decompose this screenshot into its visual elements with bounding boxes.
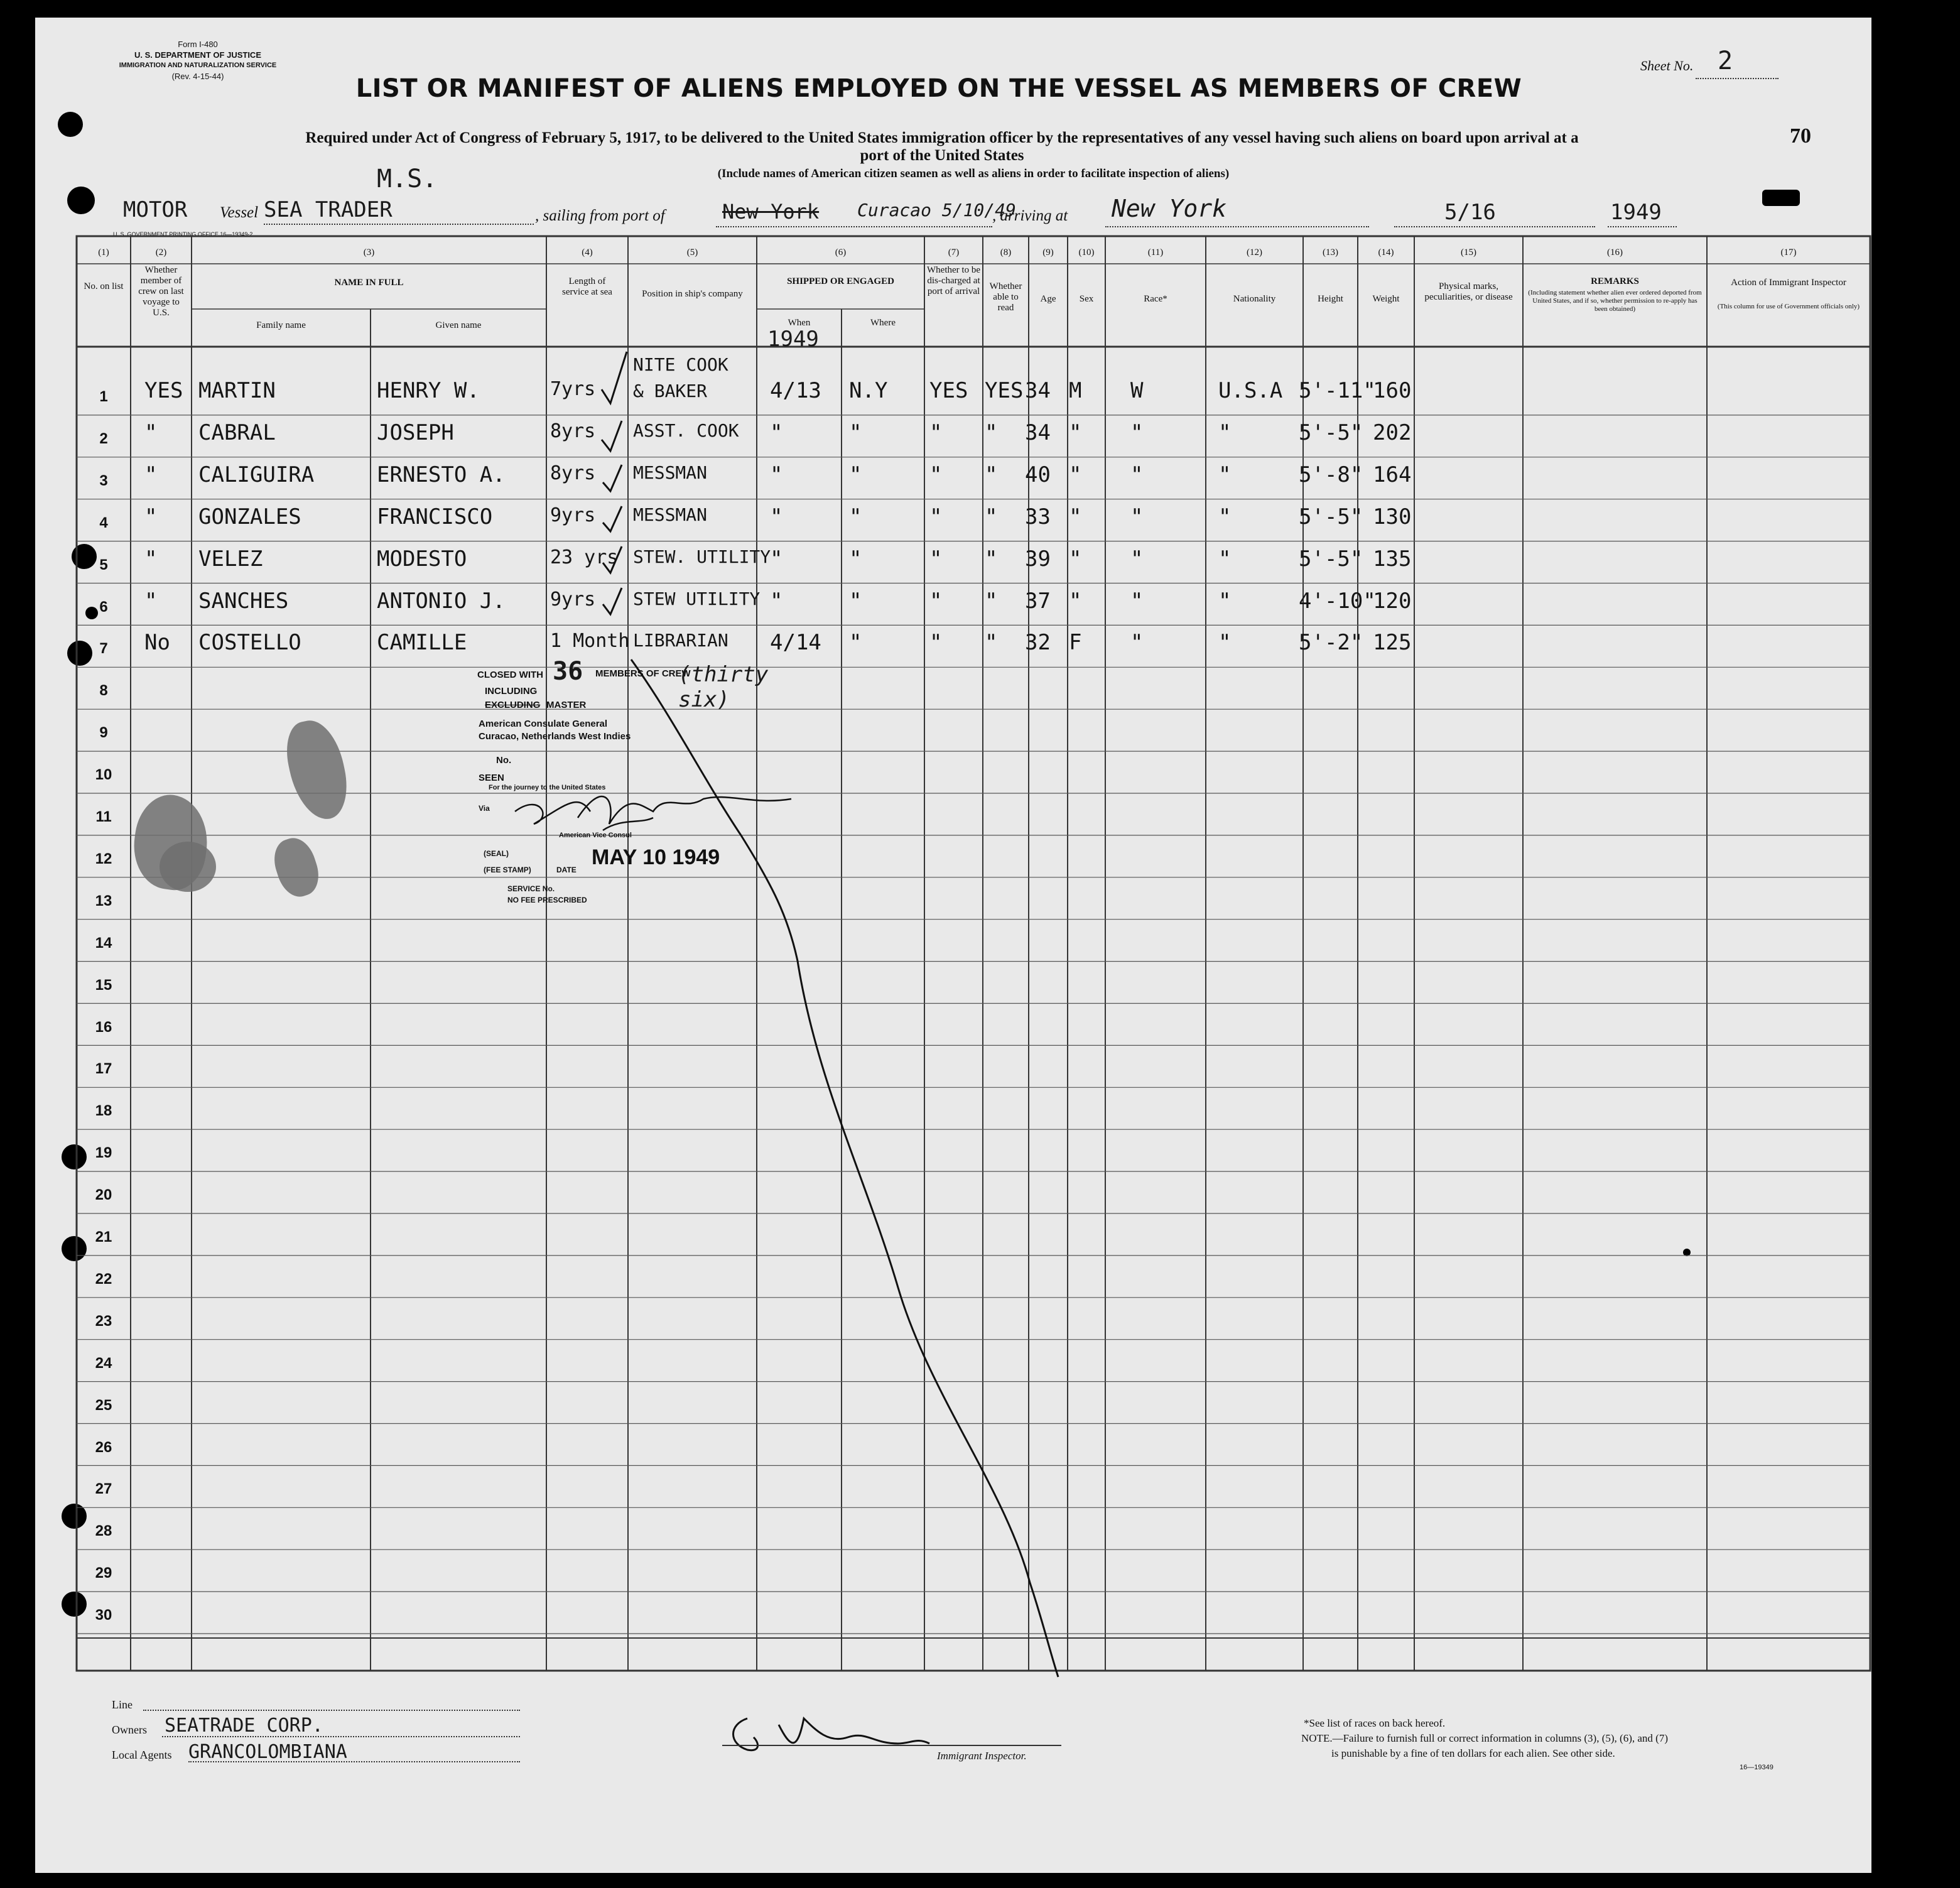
crew-last-voyage: YES <box>144 378 183 403</box>
vessel-type: MOTOR <box>123 197 188 222</box>
row-number: 13 <box>95 892 112 909</box>
crew-given: ERNESTO A. <box>377 462 506 487</box>
col-17-label: Action of Immigrant Inspector <box>1731 278 1846 288</box>
crew-discharged: " <box>929 630 943 656</box>
vessel-name: SEA TRADER <box>264 197 393 222</box>
crew-height: 5'-8" <box>1299 462 1363 487</box>
crew-height: 5'-11" <box>1299 378 1376 403</box>
crew-when: " <box>770 588 783 614</box>
footer-code: 16—19349 <box>1740 1764 1773 1771</box>
col-3-number: (3) <box>363 247 375 258</box>
col-7-label: Whether to be dis-charged at port of arrival <box>927 265 980 296</box>
check-marks <box>597 345 634 622</box>
crew-discharged: " <box>929 420 943 445</box>
crew-height: 5'-5" <box>1299 504 1363 529</box>
crew-given: FRANCISCO <box>377 504 493 529</box>
crew-family: CALIGUIRA <box>198 462 315 487</box>
col-1-label: No. on list <box>84 281 124 291</box>
revision: (Rev. 4-15-44) <box>171 72 224 81</box>
col-1-number: (1) <box>98 247 109 258</box>
agents-value: GRANCOLOMBIANA <box>188 1741 347 1763</box>
crew-service: 23 yrs <box>550 546 619 568</box>
column-rules <box>131 236 1707 1671</box>
sailing-label: , sailing from port of <box>535 207 665 224</box>
col-14-label: Weight <box>1372 294 1400 304</box>
crew-given: MODESTO <box>377 546 467 572</box>
from-port: Curacao 5/10/49 <box>857 200 1016 220</box>
stamp-master: MASTER <box>546 700 587 710</box>
crew-read: " <box>985 546 998 572</box>
crew-when: " <box>770 420 783 445</box>
crew-service: 9yrs <box>550 504 596 526</box>
crew-sex: " <box>1069 546 1082 572</box>
row-number: 8 <box>99 682 108 700</box>
include-note: (Include names of American citizen seamen as well as aliens in order to facilitate inspection of aliens) <box>717 167 1230 180</box>
row-number: 11 <box>95 808 112 825</box>
row-number: 30 <box>95 1607 112 1624</box>
note-line-2: is punishable by a fine of ten dollars for each alien. See other side. <box>1331 1747 1615 1759</box>
crew-race: W <box>1130 378 1144 403</box>
stamp-location: Curacao, Netherlands West Indies <box>479 731 631 742</box>
crew-last-voyage: " <box>144 420 158 445</box>
crew-where: " <box>849 630 862 656</box>
year: 1949 <box>1610 200 1662 225</box>
note-line-1: NOTE.—Failure to furnish full or correct information in columns (3), (5), (6), and (7) <box>1301 1732 1668 1744</box>
crew-position: NITE COOK <box>633 354 728 375</box>
ink-smudge <box>160 842 216 892</box>
col-2-number: (2) <box>155 247 167 258</box>
crew-race: " <box>1130 504 1144 529</box>
row-number: 26 <box>95 1438 112 1456</box>
row-number: 10 <box>95 766 112 784</box>
row-number: 27 <box>95 1480 112 1498</box>
crew-sex: " <box>1069 420 1082 445</box>
crew-nationality: " <box>1218 588 1232 614</box>
stamp-members-of-crew: MEMBERS OF CREW <box>595 668 691 679</box>
row-number: 15 <box>95 976 112 994</box>
col-4-number: (4) <box>582 247 593 258</box>
row-number: 14 <box>95 934 112 952</box>
crew-service: 8yrs <box>550 420 596 442</box>
line-field <box>143 1710 520 1711</box>
crew-position: STEW. UTILITY <box>633 546 771 567</box>
crew-weight: 125 <box>1373 630 1412 656</box>
crew-nationality: " <box>1218 420 1232 445</box>
crew-nationality: " <box>1218 504 1232 529</box>
col-9-number: (9) <box>1042 247 1054 258</box>
row-number: 17 <box>95 1060 112 1078</box>
agents-field <box>188 1761 520 1762</box>
stamp-date-label: DATE <box>556 865 577 874</box>
col-15-label: Physical marks, peculiarities, or disease <box>1424 281 1513 302</box>
crew-family: MARTIN <box>198 378 276 403</box>
row-number: 19 <box>95 1144 112 1162</box>
crew-where: " <box>849 546 862 572</box>
crew-given: CAMILLE <box>377 630 467 656</box>
crew-nationality: " <box>1218 630 1232 656</box>
crew-sex: M <box>1069 378 1082 403</box>
crew-race: " <box>1130 462 1144 487</box>
crew-height: 5'-5" <box>1299 420 1363 445</box>
crew-race: " <box>1130 420 1144 445</box>
col-5-number: (5) <box>686 247 698 258</box>
col-17-number: (17) <box>1780 247 1797 258</box>
col-16-number: (16) <box>1607 247 1623 258</box>
col-6-where: Where <box>870 318 896 328</box>
page-mark: 70 <box>1790 124 1811 148</box>
crew-weight: 120 <box>1373 588 1412 614</box>
crew-weight: 164 <box>1373 462 1412 487</box>
crew-weight: 160 <box>1373 378 1412 403</box>
col-5-label: Position in ship's company <box>642 289 743 299</box>
row-number: 3 <box>99 472 108 489</box>
form-number: Form I-480 <box>178 40 218 49</box>
col-12-number: (12) <box>1247 247 1262 258</box>
row-number: 4 <box>99 514 108 531</box>
crew-position: ASST. COOK <box>633 420 739 441</box>
crew-read: " <box>985 462 998 487</box>
col-7-number: (7) <box>948 247 960 258</box>
printing-office: U. S. GOVERNMENT PRINTING OFFICE 16—19349-2 <box>113 231 253 237</box>
row-number: 29 <box>95 1565 112 1582</box>
col-4-label: Length of service at sea <box>562 276 612 297</box>
owners-label: Owners <box>112 1723 147 1736</box>
crew-given: HENRY W. <box>377 378 480 403</box>
arrival-date: 5/16 <box>1444 200 1496 225</box>
col-16-subnote: (Including statement whether alien ever ordered deported from United States, and if so, whether permission to re-apply has been obtained) <box>1528 289 1702 313</box>
crew-age: 37 <box>1025 588 1051 614</box>
row-number: 2 <box>99 430 108 447</box>
row-number: 24 <box>95 1354 112 1372</box>
crew-given: JOSEPH <box>377 420 454 445</box>
crew-service: 9yrs <box>550 588 596 610</box>
crew-discharged: " <box>929 462 943 487</box>
crew-sex: F <box>1069 630 1082 656</box>
crew-race: " <box>1130 546 1144 572</box>
sheet-label: Sheet No. <box>1640 58 1694 73</box>
crew-where: " <box>849 462 862 487</box>
col-8-label: Whether able to read <box>989 281 1022 313</box>
stamp-seen: SEEN <box>479 773 504 783</box>
col-14-number: (14) <box>1378 247 1394 258</box>
crew-family: GONZALES <box>198 504 301 529</box>
col-10-number: (10) <box>1078 247 1095 258</box>
stamp-journey: For the journey to the United States <box>489 784 606 791</box>
crew-where: " <box>849 504 862 529</box>
row-number: 7 <box>99 640 108 658</box>
row-number: 18 <box>95 1102 112 1120</box>
crew-sex: " <box>1069 588 1082 614</box>
row-number: 20 <box>95 1186 112 1204</box>
crew-nationality: " <box>1218 462 1232 487</box>
crew-when: " <box>770 546 783 572</box>
crew-weight: 130 <box>1373 504 1412 529</box>
crew-last-voyage: No <box>144 630 170 656</box>
department: U. S. DEPARTMENT OF JUSTICE <box>134 50 261 60</box>
stamp-count-words: (thirty six) <box>678 662 769 712</box>
requirement-line-2: port of the United States <box>860 147 1024 164</box>
arriving-port: New York <box>1112 195 1227 222</box>
stamp-vice-consul: American Vice Consul <box>559 832 632 839</box>
stamp-service-no: SERVICE No. <box>507 884 555 893</box>
inspector-line <box>722 1745 1061 1746</box>
crew-service: 1 Month <box>550 630 630 653</box>
line-label: Line <box>112 1698 133 1711</box>
crew-age: 39 <box>1025 546 1051 572</box>
vessel-label: Vessel <box>220 204 259 221</box>
crew-last-voyage: " <box>144 462 158 487</box>
crew-read: " <box>985 630 998 656</box>
col-8-number: (8) <box>1000 247 1012 258</box>
stamp-including: INCLUDING <box>485 686 538 697</box>
crew-age: 33 <box>1025 504 1051 529</box>
table-border <box>77 236 1870 1671</box>
crew-race: " <box>1130 588 1144 614</box>
col-15-number: (15) <box>1461 247 1476 258</box>
row-number: 1 <box>99 388 108 405</box>
row-number: 25 <box>95 1396 112 1414</box>
row-number: 12 <box>95 850 112 867</box>
stamp-no-fee: NO FEE PRESCRIBED <box>507 896 587 904</box>
crew-family: CABRAL <box>198 420 276 445</box>
service-name: IMMIGRATION AND NATURALIZATION SERVICE <box>119 62 277 69</box>
inspector-signature <box>722 1706 948 1762</box>
stamp-no-label: No. <box>496 755 512 766</box>
col-10-label: Sex <box>1079 294 1094 304</box>
col-17-subnote: (This column for use of Government officials only) <box>1717 303 1860 310</box>
crew-discharged: " <box>929 546 943 572</box>
col-12-label: Nationality <box>1233 294 1276 304</box>
row-number: 28 <box>95 1522 112 1540</box>
crew-race: " <box>1130 630 1144 656</box>
crew-last-voyage: " <box>144 546 158 572</box>
col-2-label: Whether member of crew on last voyage to U.S. <box>138 265 184 318</box>
races-note: *See list of races on back hereof. <box>1304 1717 1446 1729</box>
crew-weight: 202 <box>1373 420 1412 445</box>
crew-height: 5'-5" <box>1299 546 1363 572</box>
consulate-stamp <box>477 657 829 918</box>
crew-discharged: " <box>929 504 943 529</box>
crew-family: COSTELLO <box>198 630 301 656</box>
agents-label: Local Agents <box>112 1749 172 1761</box>
crew-position-line-2: & BAKER <box>633 381 708 401</box>
col-3-family: Family name <box>256 320 306 330</box>
crew-service: 7yrs <box>550 378 596 400</box>
crew-read: YES <box>985 378 1024 403</box>
stamp-closed-with: CLOSED WITH <box>477 670 543 680</box>
crew-family: VELEZ <box>198 546 263 572</box>
stamp-via: Via <box>479 804 490 813</box>
crew-when: " <box>770 504 783 529</box>
row-number: 23 <box>95 1312 112 1330</box>
crew-where: " <box>849 588 862 614</box>
consul-signature <box>477 667 829 918</box>
crew-position: LIBRARIAN <box>633 630 728 651</box>
stamp-excluding: EXCLUDING <box>485 700 541 710</box>
requirement-line-1: Required under Act of Congress of February 5, 1917, to be delivered to the United States immigration officer by the representatives of any vessel having such aliens on board upon arrival at a <box>305 129 1579 146</box>
crew-when: " <box>770 462 783 487</box>
crew-age: 32 <box>1025 630 1051 656</box>
crew-when: 4/14 <box>770 630 821 656</box>
crew-discharged: YES <box>929 378 968 403</box>
stamp-crew-count: 36 <box>553 657 583 686</box>
col-13-number: (13) <box>1323 247 1338 258</box>
crew-read: " <box>985 420 998 445</box>
col-11-number: (11) <box>1147 247 1164 258</box>
crew-given: ANTONIO J. <box>377 588 506 614</box>
crew-discharged: " <box>929 588 943 614</box>
stamp-consulate: American Consulate General <box>479 719 608 729</box>
crew-nationality: U.S.A <box>1218 378 1283 403</box>
col-13-label: Height <box>1318 294 1343 304</box>
crew-where: N.Y <box>849 378 888 403</box>
crew-age: 34 <box>1025 420 1051 445</box>
crew-height: 5'-2" <box>1299 630 1363 656</box>
document-title: LIST OR MANIFEST OF ALIENS EMPLOYED ON THE VESSEL AS MEMBERS OF CREW <box>355 74 1522 103</box>
crew-service: 8yrs <box>550 462 596 484</box>
arriving-label: , arriving at <box>992 207 1068 224</box>
col-11-label: Race* <box>1144 294 1167 304</box>
crew-position: MESSMAN <box>633 462 708 483</box>
crew-sex: " <box>1069 462 1082 487</box>
crew-height: 4'-10" <box>1299 588 1376 614</box>
stamp-seal: (SEAL) <box>484 849 509 858</box>
col-3-given: Given name <box>435 320 482 330</box>
sheet-number: 2 <box>1718 46 1733 75</box>
row-number: 5 <box>99 556 108 573</box>
col-6-when: When <box>788 318 811 328</box>
col-6-number: (6) <box>835 247 847 258</box>
from-port-struck: New York <box>722 200 820 224</box>
stamp-date: MAY 10 1949 <box>592 845 720 869</box>
crew-last-voyage: " <box>144 504 158 529</box>
crew-read: " <box>985 588 998 614</box>
row-number: 6 <box>99 598 108 616</box>
vessel-prefix: M.S. <box>377 165 438 193</box>
row-number: 16 <box>95 1018 112 1036</box>
col-16-label: REMARKS <box>1591 276 1639 286</box>
crew-sex: " <box>1069 504 1082 529</box>
owners-field <box>162 1736 520 1737</box>
crew-last-voyage: " <box>144 588 158 614</box>
crew-age: 34 <box>1025 378 1051 403</box>
crew-position: STEW UTILITY <box>633 588 761 609</box>
shipped-year: 1949 <box>767 327 819 352</box>
crew-position: MESSMAN <box>633 504 708 525</box>
crew-nationality: " <box>1218 546 1232 572</box>
row-number: 21 <box>95 1229 112 1245</box>
owners-value: SEATRADE CORP. <box>165 1715 323 1737</box>
crew-read: " <box>985 504 998 529</box>
stamp-fee-stamp: (FEE STAMP) <box>484 865 531 874</box>
row-number: 9 <box>99 724 108 742</box>
row-number: 22 <box>95 1270 112 1288</box>
crew-when: 4/13 <box>770 378 821 403</box>
row-rules <box>77 415 1870 1634</box>
crew-weight: 135 <box>1373 546 1412 572</box>
col-9-label: Age <box>1040 294 1056 304</box>
col-3-label: NAME IN FULL <box>334 278 404 288</box>
crew-age: 40 <box>1025 462 1051 487</box>
crew-where: " <box>849 420 862 445</box>
crew-family: SANCHES <box>198 588 289 614</box>
col-6-label: SHIPPED OR ENGAGED <box>787 276 894 286</box>
inspector-label: Immigrant Inspector. <box>937 1750 1027 1762</box>
